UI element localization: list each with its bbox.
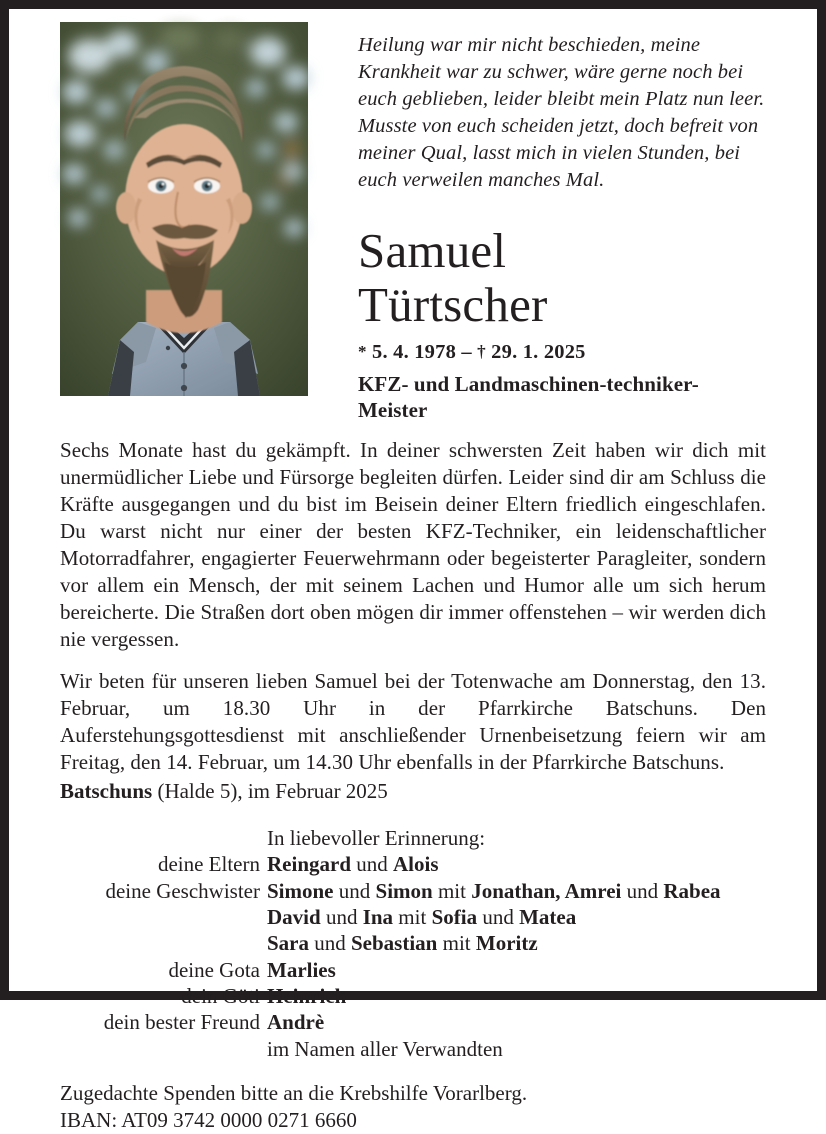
notice-header <box>60 22 766 423</box>
family-member-names: Marlies <box>267 957 336 982</box>
place-and-date-line <box>60 778 766 805</box>
death-date: 29. 1. 2025 <box>491 340 586 363</box>
family-relation-label <box>60 1036 267 1062</box>
family-list <box>60 825 721 1062</box>
heading-block <box>308 22 766 423</box>
memorial-heading-row <box>60 825 721 851</box>
family-row <box>60 851 721 877</box>
deceased-last-name: Türtscher <box>358 276 548 332</box>
iban-label: IBAN: <box>60 1108 118 1133</box>
family-row <box>60 1009 721 1035</box>
family-relation-label: deine Gota <box>168 957 260 982</box>
family-row <box>60 983 721 1009</box>
tribute-paragraph: Sechs Monate hast du gekämpft. In deiner schwersten Zeit haben wir dich mit unermüdlicher Liebe und Fürsorge begleiten dürfen. Leider sind dir am Schluss die Kräfte ausgegangen und du bist im Beisein deiner Eltern friedlich eingeschlafen. Du warst nicht nur einer der besten KFZ-Techniker, ein leidenschaftlicher Motorradfahrer, engagierter Feuerwehrmann oder begeisterter Paragleiter, sondern vor allem ein Mensch, der mit seinem Lachen und Humor alle um sich herum bereicherte. Die Straßen dort oben mögen dir immer offenstehen – wir werden dich nie vergessen. <box>60 437 766 651</box>
death-cross-icon: † <box>477 341 486 361</box>
iban-line <box>60 1107 766 1134</box>
notice-body <box>60 437 766 1134</box>
iban-value: AT09 3742 0000 0271 6660 <box>121 1108 357 1133</box>
donation-text: Zugedachte Spenden bitte an die Krebshilfe Vorarlberg. <box>60 1081 528 1106</box>
profession-title: KFZ- und Landmaschinen-techniker-Meister <box>358 371 699 422</box>
family-member-names: Reingard und Alois <box>267 852 439 877</box>
family-member-names: David und Ina mit Sofia und Matea <box>267 905 577 930</box>
family-list-body <box>60 825 721 1062</box>
birth-star-icon: * <box>358 341 367 361</box>
family-member-names: Sara und Sebastian mit Moritz <box>267 931 538 956</box>
family-relation-label: deine Eltern <box>157 852 260 877</box>
service-paragraph: Wir beten für unseren lieben Samuel bei der Totenwache am Donnerstag, den 13. Februar, um 18.30 Uhr in der Pfarrkirche Batschuns. Den Auferstehungsgottesdienst mit anschließender Urnenbeisetzung feiern wir am Freitag, den 14. Februar, um 14.30 Uhr ebenfalls in der Pfarrkirche Batschuns. <box>60 668 766 774</box>
memorial-poem: Heilung war mir nicht beschieden, meine Krankheit war zu schwer, wäre gerne noch bei euch geblieben, leider bleibt mein Platz nun leer. Musste von euch scheiden jetzt, doch befreit von meiner Qual, lasst mich in vielen Stunden, bei euch verweilen manches Mal. <box>358 34 765 192</box>
family-member-names: Andrè <box>267 1010 325 1035</box>
memorial-heading: In liebevoller Erinnerung: <box>267 826 486 851</box>
family-relation-label: dein bester Freund <box>103 1010 260 1035</box>
family-member-names: Heinrich <box>267 984 347 1009</box>
family-row <box>60 904 721 930</box>
family-relation-label: dein Göti <box>181 984 260 1009</box>
family-member-names: im Namen aller Verwandten <box>267 1036 503 1061</box>
family-row <box>60 930 721 956</box>
place-detail: (Halde 5), im Februar 2025 <box>152 778 388 803</box>
portrait-photo-image <box>60 22 308 396</box>
memorial-heading-spacer <box>60 825 267 851</box>
place-name: Batschuns <box>60 778 153 803</box>
family-row <box>60 878 721 904</box>
life-dates <box>358 341 766 364</box>
deceased-first-name: Samuel <box>358 223 507 279</box>
family-relation-label <box>60 904 267 930</box>
notice-inner <box>9 9 817 1133</box>
date-separator: – <box>461 340 472 363</box>
portrait-photo <box>60 22 308 396</box>
family-row <box>60 957 721 983</box>
birth-date: 5. 4. 1978 <box>372 340 457 363</box>
family-relation-label: deine Geschwister <box>105 878 260 903</box>
family-row <box>60 1036 721 1062</box>
donation-block <box>60 1080 766 1134</box>
family-member-names: Simone und Simon mit Jonathan, Amrei und Rabea <box>267 878 721 903</box>
deceased-name <box>358 224 766 331</box>
family-relation-label <box>60 930 267 956</box>
